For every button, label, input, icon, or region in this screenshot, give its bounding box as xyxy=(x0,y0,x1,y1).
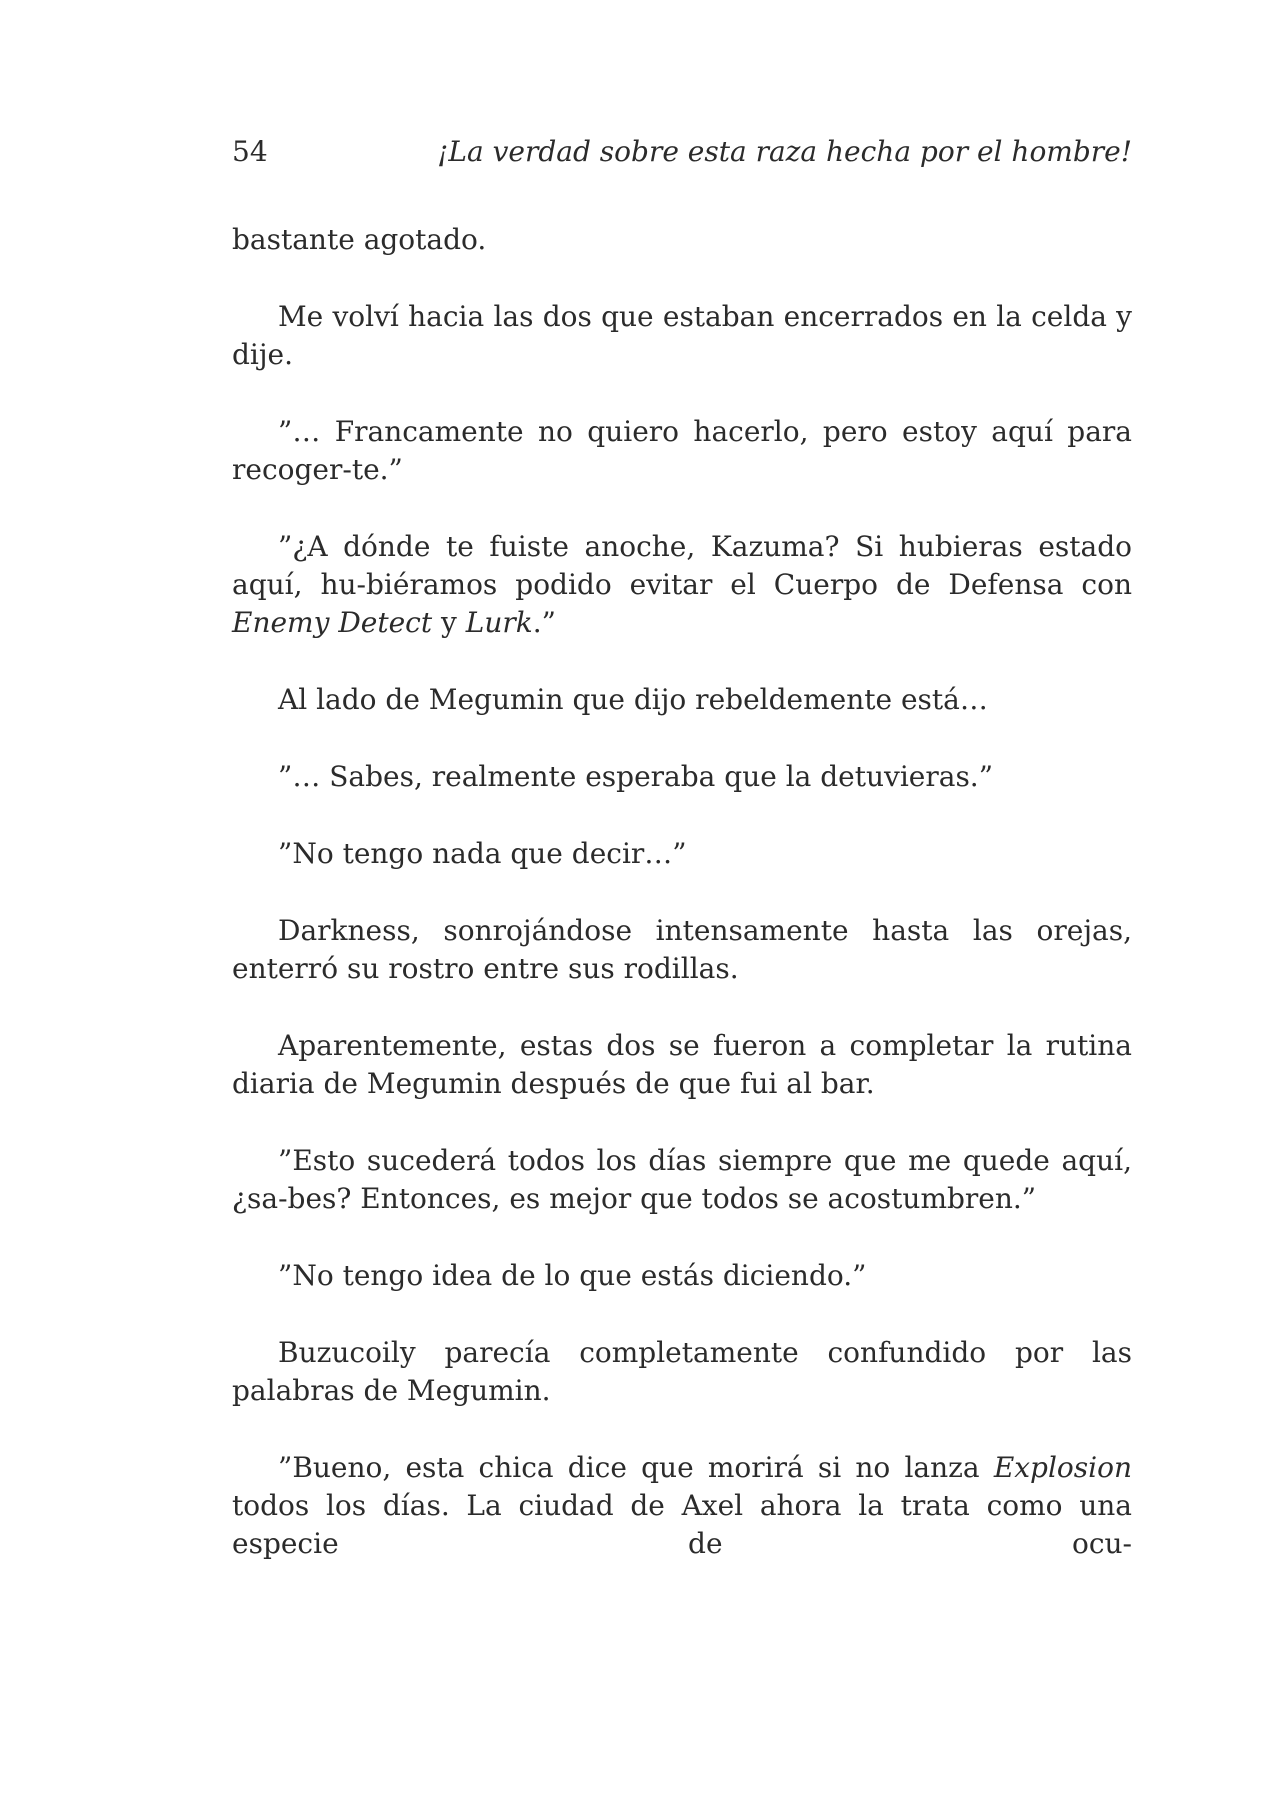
page-number: 54 xyxy=(232,135,268,168)
paragraph: Aparentemente, estas dos se fueron a completar la rutina diaria de Megumin después de que fui al bar. xyxy=(232,1029,1132,1100)
paragraph: bastante agotado. xyxy=(232,223,487,256)
paragraph-text: .” xyxy=(532,606,556,639)
spell-name: Explosion xyxy=(993,1451,1132,1484)
paragraph: Buzucoily parecía completamente confundido por las palabras de Megumin. xyxy=(232,1336,1132,1407)
paragraph: Darkness, sonrojándose intensamente hasta las orejas, enterró su rostro entre sus rodillas. xyxy=(232,914,1132,985)
paragraph: Al lado de Megumin que dijo rebeldemente está… xyxy=(278,683,988,716)
paragraph xyxy=(232,1449,1132,1563)
body-text xyxy=(232,221,1132,1563)
paragraph: ”No tengo idea de lo que estás diciendo.” xyxy=(278,1259,867,1292)
paragraph: ”Esto sucederá todos los días siempre que me quede aquí, ¿sa-bes? Entonces, es mejor que todos se acostumbren.” xyxy=(232,1144,1132,1215)
paragraph-text: ”¿A dónde te fuiste anoche, Kazuma? Si hubieras estado aquí, hu-biéramos podido evitar el Cuerpo de Defensa con xyxy=(232,530,1132,601)
spell-name: Enemy Detect xyxy=(232,606,433,639)
running-header xyxy=(232,132,1132,172)
paragraph: ”… Francamente no quiero hacerlo, pero estoy aquí para recoger-te.” xyxy=(232,415,1132,486)
running-title: ¡La verdad sobre esta raza hecha por el hombre! xyxy=(437,135,1132,168)
paragraph: ”… Sabes, realmente esperaba que la detuvieras.” xyxy=(278,760,994,793)
paragraph xyxy=(232,528,1132,642)
paragraph-text: y xyxy=(432,606,466,639)
spell-name: Lurk xyxy=(465,606,533,639)
paragraph-text: todos los días. La ciudad de Axel ahora la trata como una especie de ocu- xyxy=(232,1489,1132,1560)
paragraph-text: ”Bueno, esta chica dice que morirá si no lanza xyxy=(278,1451,994,1484)
paragraph: Me volví hacia las dos que estaban encerrados en la celda y dije. xyxy=(232,300,1132,371)
paragraph: ”No tengo nada que decir…” xyxy=(278,837,687,870)
